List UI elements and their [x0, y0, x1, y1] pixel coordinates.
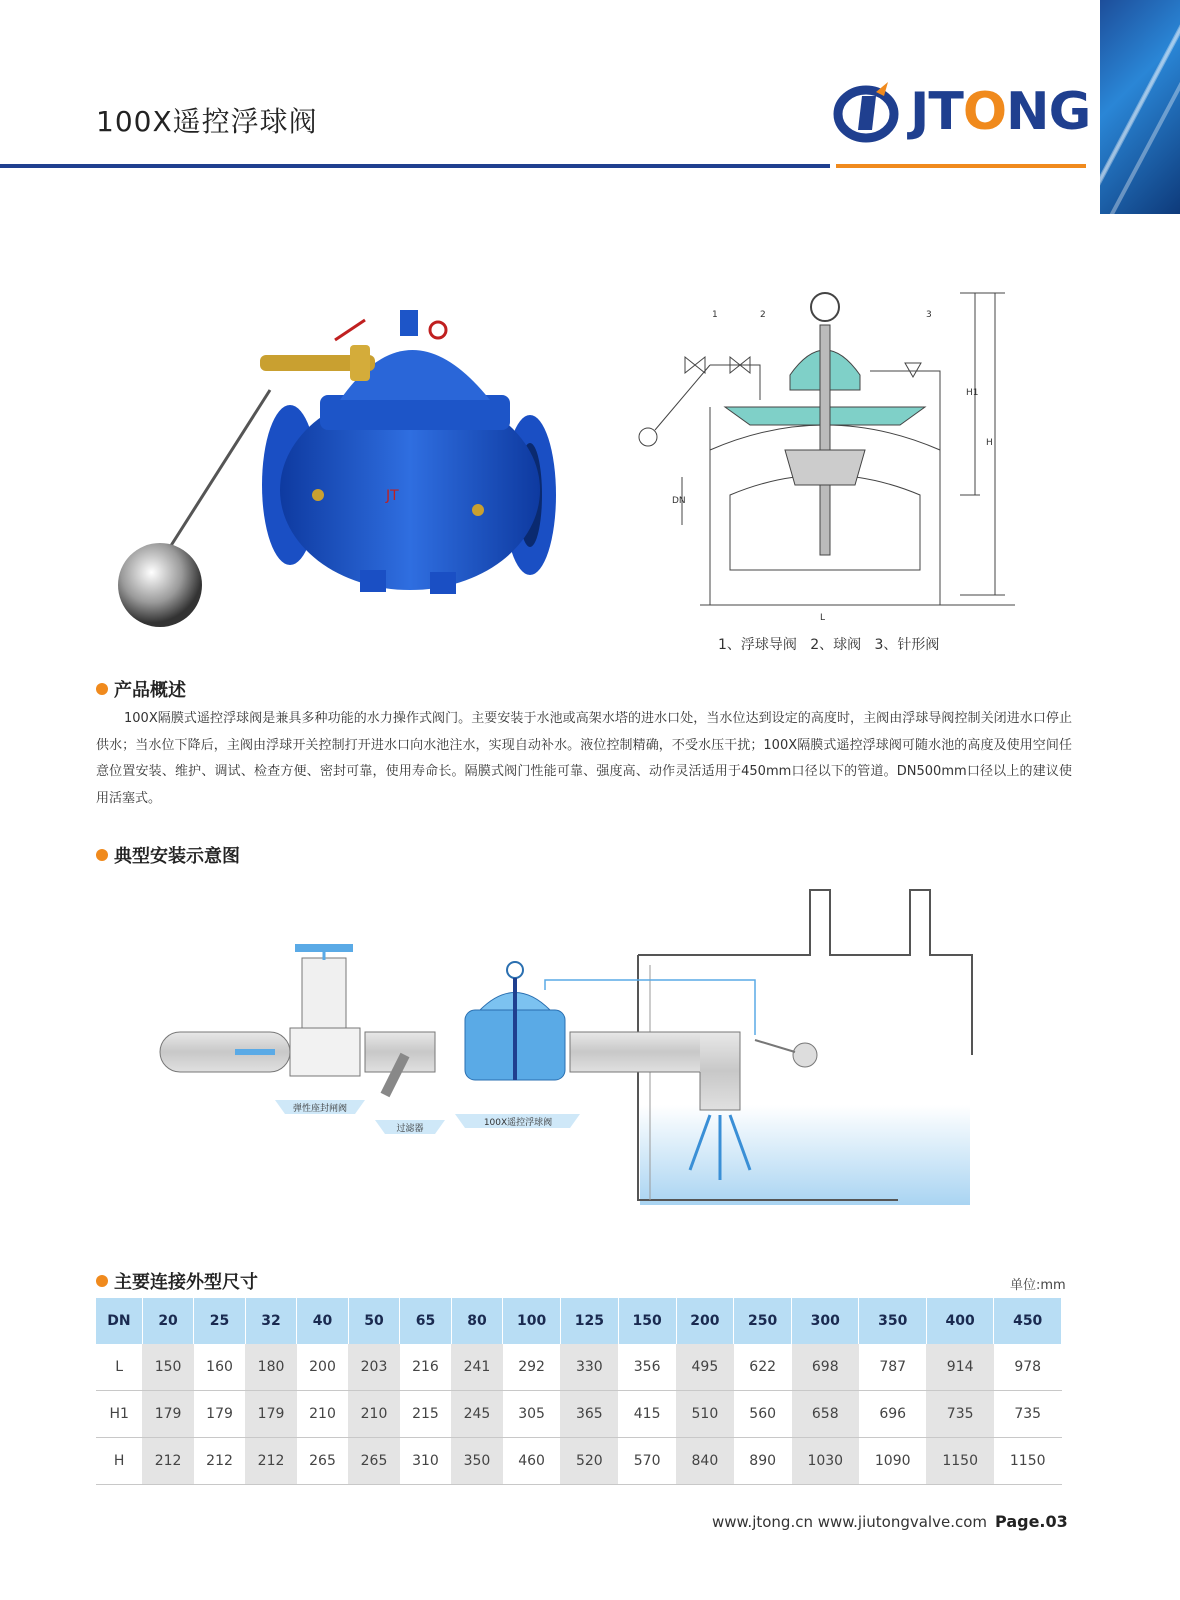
section-heading-dims [96, 1268, 258, 1294]
table-header-cell: 400 [926, 1298, 993, 1344]
table-cell: 310 [400, 1438, 451, 1485]
table-row [96, 1438, 1062, 1485]
table-cell: 245 [451, 1391, 502, 1438]
table-header-cell: DN [96, 1298, 142, 1344]
table-cell: 495 [676, 1344, 734, 1391]
drawing-label-2: 2 [760, 310, 766, 320]
table-header-cell: 100 [503, 1298, 561, 1344]
overview-heading: 产品概述 [114, 680, 186, 701]
page-number: Page.03 [995, 1512, 1068, 1531]
table-cell: 210 [297, 1391, 348, 1438]
page-title: 100X遥控浮球阀 [96, 105, 318, 138]
table-cell: 1090 [859, 1438, 926, 1485]
table-cell: 200 [297, 1344, 348, 1391]
table-header-cell: 20 [142, 1298, 193, 1344]
corner-decoration [1100, 0, 1180, 214]
table-cell: 179 [245, 1391, 296, 1438]
svg-text:JT: JT [386, 488, 399, 504]
table-cell: 698 [792, 1344, 859, 1391]
logo-text-part: NG [1006, 82, 1091, 142]
table-cell: 292 [503, 1344, 561, 1391]
bullet-icon [96, 1275, 108, 1287]
table-cell: 570 [618, 1438, 676, 1485]
table-header-cell: 32 [245, 1298, 296, 1344]
table-row-label: L [96, 1344, 142, 1391]
table-cell: 890 [734, 1438, 792, 1485]
table-cell: 365 [560, 1391, 618, 1438]
table-header-row [96, 1298, 1062, 1344]
table-header-cell: 50 [348, 1298, 399, 1344]
table-header-cell: 200 [676, 1298, 734, 1344]
table-cell: 460 [503, 1438, 561, 1485]
section-heading-install [96, 842, 240, 868]
table-cell: 735 [994, 1391, 1062, 1438]
table-cell: 1030 [792, 1438, 859, 1485]
table-cell: 150 [142, 1344, 193, 1391]
drawing-caption: 1、浮球导阀 2、球阀 3、针形阀 [718, 637, 940, 653]
table-row-label: H1 [96, 1391, 142, 1438]
bullet-icon [96, 683, 108, 695]
table-cell: 787 [859, 1344, 926, 1391]
table-cell: 160 [194, 1344, 245, 1391]
table-cell: 210 [348, 1391, 399, 1438]
drawing-label-h: H [986, 438, 993, 448]
table-header-cell: 65 [400, 1298, 451, 1344]
table-row [96, 1391, 1062, 1438]
table-cell: 330 [560, 1344, 618, 1391]
logo-emblem-icon [832, 78, 904, 148]
valve-section-drawing [630, 285, 1040, 630]
table-header-cell: 250 [734, 1298, 792, 1344]
header-rule-accent [836, 164, 1086, 168]
table-cell: 1150 [926, 1438, 993, 1485]
table-cell: 622 [734, 1344, 792, 1391]
table-cell: 696 [859, 1391, 926, 1438]
header-rule [0, 164, 830, 168]
table-row [96, 1344, 1062, 1391]
table-cell: 415 [618, 1391, 676, 1438]
table-cell: 265 [297, 1438, 348, 1485]
table-cell: 1150 [994, 1438, 1062, 1485]
table-cell: 215 [400, 1391, 451, 1438]
table-row-label: H [96, 1438, 142, 1485]
overview-paragraph: 100X隔膜式遥控浮球阀是兼具多种功能的水力操作式阀门。主要安装于水池或高架水塔的进水口处，当水位达到设定的高度时，主阀由浮球导阀控制关闭进水口停止供水；当水位下降后，主阀由浮球开关控制打开进水口向水池注水，实现自动补水。液位控制精确，不受水压干扰；100X隔膜式遥控浮球阀可随水池的高度及使用空间任意位置安装、维护、调试、检查方便、密封可靠，使用寿命长。隔膜式阀门性能可靠、强度高、动作灵活适用于450mm口径以下的管道。DN500mm口径以上的建议使用活塞式。 [96, 711, 1072, 806]
logo-text-part: JT [910, 82, 963, 142]
table-cell: 179 [142, 1391, 193, 1438]
drawing-label-h1: H1 [966, 388, 979, 398]
table-cell: 350 [451, 1438, 502, 1485]
table-cell: 356 [618, 1344, 676, 1391]
table-cell: 735 [926, 1391, 993, 1438]
label-filter: 过滤器 [396, 1124, 424, 1134]
drawing-label-dn: DN [672, 496, 686, 506]
footer-links: www.jtong.cn www.jiutongvalve.com [712, 1513, 988, 1531]
table-cell: 212 [245, 1438, 296, 1485]
drawing-label-1: 1 [712, 310, 718, 320]
table-cell: 978 [994, 1344, 1062, 1391]
section-heading-overview [96, 676, 186, 702]
installation-diagram [150, 880, 1010, 1230]
table-header-cell: 80 [451, 1298, 502, 1344]
bullet-icon [96, 849, 108, 861]
table-cell: 840 [676, 1438, 734, 1485]
drawing-label-3: 3 [926, 310, 932, 320]
table-cell: 305 [503, 1391, 561, 1438]
table-cell: 560 [734, 1391, 792, 1438]
table-header-cell: 125 [560, 1298, 618, 1344]
jtong-logo [832, 78, 1092, 148]
product-photo [110, 300, 590, 640]
table-cell: 520 [560, 1438, 618, 1485]
install-heading: 典型安装示意图 [114, 846, 240, 867]
table-cell: 914 [926, 1344, 993, 1391]
table-cell: 180 [245, 1344, 296, 1391]
table-header-cell: 25 [194, 1298, 245, 1344]
table-cell: 212 [194, 1438, 245, 1485]
logo-text-o: O [962, 82, 1007, 142]
dims-heading: 主要连接外型尺寸 [114, 1272, 258, 1293]
table-cell: 216 [400, 1344, 451, 1391]
table-cell: 203 [348, 1344, 399, 1391]
drawing-label-l: L [820, 613, 826, 623]
table-header-cell: 350 [859, 1298, 926, 1344]
table-header-cell: 150 [618, 1298, 676, 1344]
unit-label: 单位:mm [1010, 1278, 1066, 1293]
label-float-valve: 100X遥控浮球阀 [483, 1118, 553, 1128]
label-gate-valve: 弹性座封闸阀 [292, 1104, 348, 1114]
dimensions-table [96, 1298, 1062, 1485]
table-cell: 179 [194, 1391, 245, 1438]
table-header-cell: 40 [297, 1298, 348, 1344]
table-cell: 265 [348, 1438, 399, 1485]
table-cell: 241 [451, 1344, 502, 1391]
table-header-cell: 450 [994, 1298, 1062, 1344]
footer [712, 1512, 1068, 1531]
table-cell: 510 [676, 1391, 734, 1438]
table-cell: 212 [142, 1438, 193, 1485]
table-cell: 658 [792, 1391, 859, 1438]
table-header-cell: 300 [792, 1298, 859, 1344]
